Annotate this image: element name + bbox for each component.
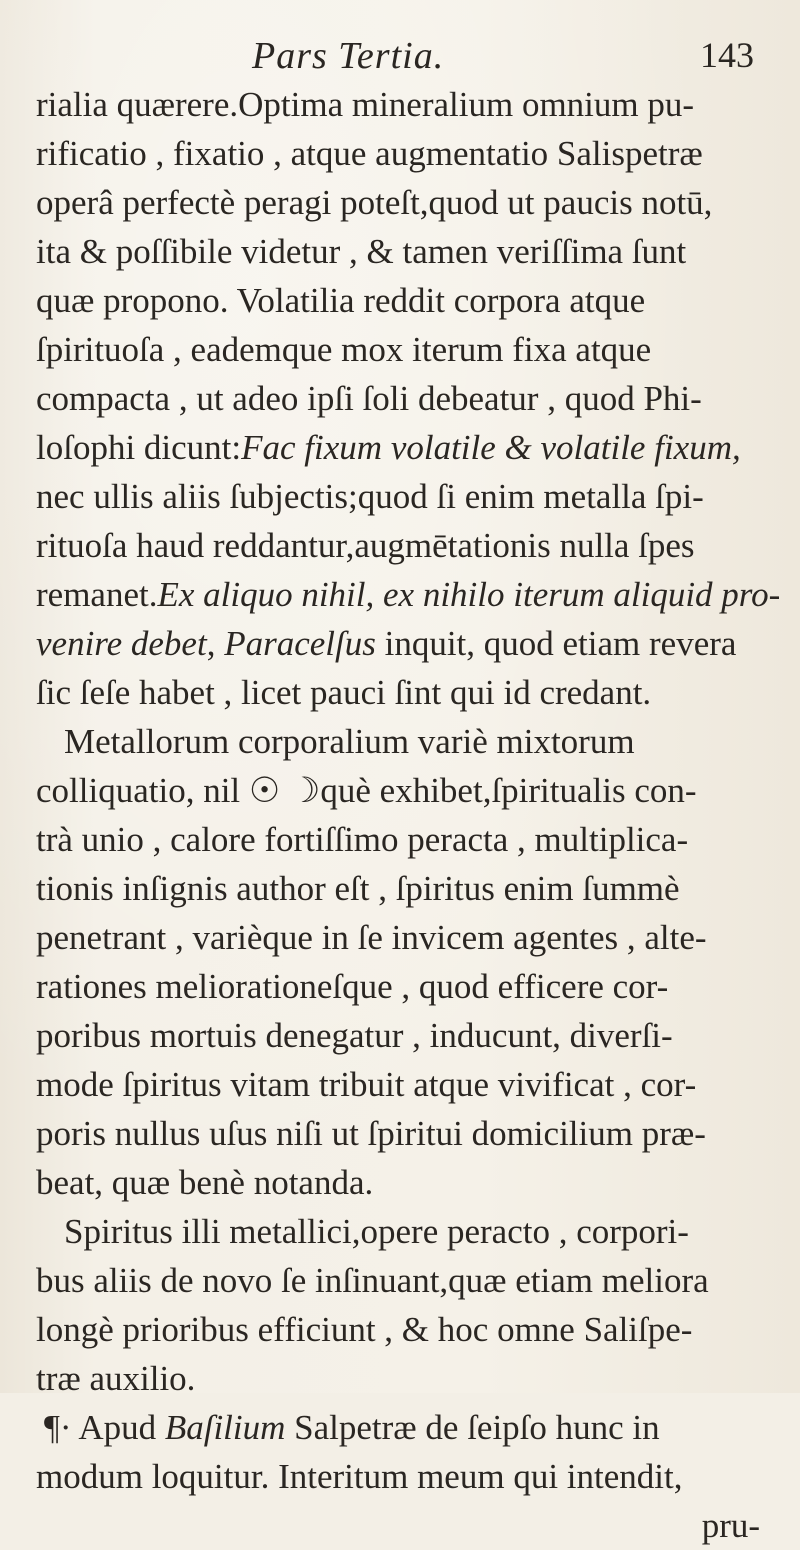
text-segment: rialia quærere.Optima mineralium omnium pu- <box>36 85 695 124</box>
text-segment: quæ propono. Volatilia reddit corpora atque <box>36 281 646 320</box>
text-line <box>36 325 780 374</box>
text-segment: penetrant , varièque in ſe invicem agentes , alte- <box>36 918 707 957</box>
text-segment: trà unio , calore fortiſſimo peracta , multiplica- <box>36 820 689 859</box>
text-segment: tionis inſignis author eſt , ſpiritus enim ſummè <box>36 869 680 908</box>
text-line <box>36 1207 780 1256</box>
text-segment: poribus mortuis denegatur , inducunt, diverſi- <box>36 1016 673 1055</box>
text-segment: , <box>206 624 225 663</box>
text-line <box>36 1158 780 1207</box>
italic-text: Fac fixum volatile & volatile fixum, <box>241 428 741 467</box>
text-segment: nec ullis aliis ſubjectis;quod ſi enim metalla ſpi- <box>36 477 704 516</box>
text-line <box>36 227 780 276</box>
text-line <box>36 864 780 913</box>
text-line <box>36 766 780 815</box>
italic-text: venire debet <box>36 624 207 663</box>
text-segment: Spiritus illi metallici,opere peracto , corpori- <box>64 1212 689 1251</box>
text-line <box>36 129 780 178</box>
text-line <box>36 717 780 766</box>
text-segment: ſpirituoſa , eademque mox iterum fixa atque <box>36 330 652 369</box>
text-line <box>36 913 780 962</box>
text-line <box>36 80 780 129</box>
text-segment: Salpetræ de ſeipſo hunc in <box>285 1408 660 1447</box>
text-line <box>36 276 780 325</box>
text-line <box>36 1452 780 1501</box>
text-line <box>36 1256 780 1305</box>
text-line <box>36 178 780 227</box>
italic-text: Paracelſus <box>224 624 376 663</box>
text-line <box>36 1305 780 1354</box>
text-segment: inquit, quod etiam revera <box>375 624 737 663</box>
italic-text: Baſilium <box>164 1408 286 1447</box>
text-segment: compacta , ut adeo ipſi ſoli debeatur , quod Phi- <box>36 379 702 418</box>
page-header <box>0 30 800 80</box>
text-line <box>36 815 780 864</box>
text-line <box>36 668 780 717</box>
text-line <box>36 1403 780 1452</box>
text-line <box>36 570 780 619</box>
catchword: pru- <box>701 1506 760 1545</box>
running-head: Pars Tertia. <box>252 35 445 77</box>
text-segment: Metallorum corporalium variè mixtorum <box>64 722 635 761</box>
text-segment: loſophi dicunt: <box>36 428 242 467</box>
text-line <box>36 1060 780 1109</box>
text-segment: remanet. <box>36 575 158 614</box>
text-segment: poris nullus uſus niſi ut ſpiritui domicilium præ- <box>36 1114 706 1153</box>
text-segment: ¶· Apud <box>44 1408 165 1447</box>
text-line <box>36 619 780 668</box>
text-segment: longè prioribus efficiunt , & hoc omne Saliſpe- <box>36 1310 693 1349</box>
text-segment: rificatio , fixatio , atque augmentatio Salispetræ <box>36 134 703 173</box>
text-segment: rationes meliorationeſque , quod efficere cor- <box>36 967 669 1006</box>
text-segment: ita & poſſibile videtur , & tamen veriſſima ſunt <box>36 232 687 271</box>
text-segment: operâ perfectè peragi poteſt,quod ut paucis notū, <box>36 183 713 222</box>
text-line <box>36 374 780 423</box>
text-segment: colliquatio, nil ☉ ☽què exhibet,ſpiritualis con- <box>36 771 697 810</box>
page-number: 143 <box>700 35 754 75</box>
text-segment: ſic ſeſe habet , licet pauci ſint qui id credant. <box>36 673 652 712</box>
text-line <box>36 1354 780 1403</box>
italic-text: Ex aliquo nihil, ex nihilo iterum aliquid pro- <box>157 575 780 614</box>
body-text <box>36 80 780 1550</box>
text-segment: modum loquitur. Interitum meum qui intendit, <box>36 1457 683 1496</box>
text-line <box>36 962 780 1011</box>
text-segment: beat, quæ benè notanda. <box>36 1163 374 1202</box>
text-segment: bus aliis de novo ſe inſinuant,quæ etiam meliora <box>36 1261 709 1300</box>
text-line <box>36 521 780 570</box>
text-segment: mode ſpiritus vitam tribuit atque vivificat , cor- <box>36 1065 697 1104</box>
text-line <box>36 472 780 521</box>
text-segment: træ auxilio. <box>36 1359 196 1398</box>
text-line <box>36 1011 780 1060</box>
text-line <box>36 1109 780 1158</box>
text-line <box>36 423 780 472</box>
text-segment: rituoſa haud reddantur,augmētationis nulla ſpes <box>36 526 695 565</box>
